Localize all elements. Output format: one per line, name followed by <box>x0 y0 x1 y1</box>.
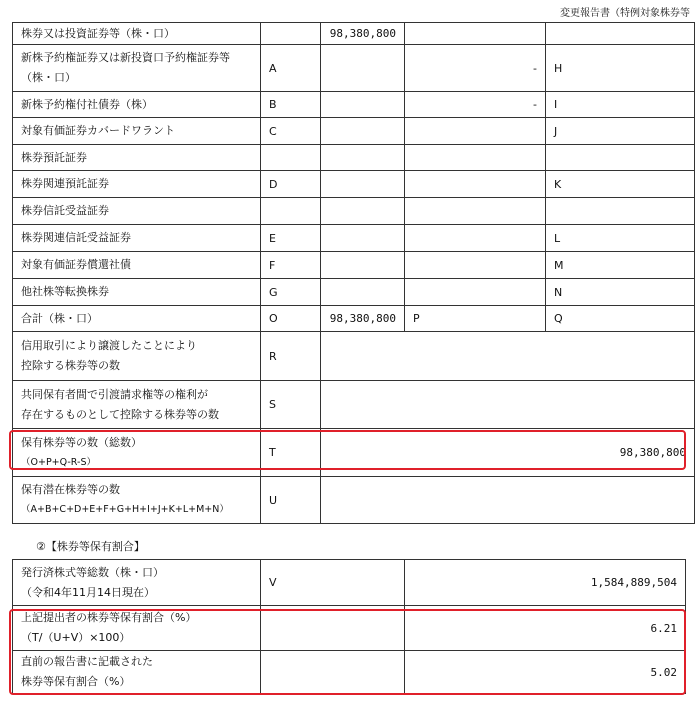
letter-cell-2: J <box>546 118 695 145</box>
section-title: ②【株券等保有割合】 <box>36 540 145 553</box>
row-label: 新株予約権付社債券（株） <box>13 92 261 118</box>
row-label-line2: （T/（U+V）×100） <box>21 631 131 644</box>
letter-cell: B <box>261 92 321 118</box>
value-cell <box>321 381 695 429</box>
row-label: 株券関連預託証券 <box>13 171 261 198</box>
row-label-line1: 発行済株式等総数（株・口） <box>21 565 164 579</box>
value-cell <box>321 45 405 92</box>
value-cell <box>321 198 405 225</box>
letter-cell-2: L <box>546 225 695 252</box>
letter-cell-2: N <box>546 279 695 306</box>
table-row <box>13 45 695 92</box>
value-cell-2 <box>405 252 546 279</box>
row-label: 合計（株・口） <box>13 306 261 332</box>
row-label-line2: （令和4年11月14日現在） <box>21 585 155 599</box>
table-row <box>13 145 695 171</box>
letter-cell: C <box>261 118 321 145</box>
letter-cell-2: M <box>546 252 695 279</box>
letter-cell-2 <box>546 198 695 225</box>
value-cell <box>321 171 405 198</box>
value-cell <box>321 332 695 381</box>
letter-cell: U <box>261 477 321 524</box>
row-label-line2: 株券等保有割合（%） <box>21 675 131 688</box>
row-label: 対象有価証券償還社債 <box>13 252 261 279</box>
row-label <box>13 45 261 92</box>
table-row <box>13 225 695 252</box>
letter-cell-2: Q <box>546 306 695 332</box>
value-cell <box>321 477 695 524</box>
row-label <box>13 560 261 606</box>
row-label: 株券信託受益証券 <box>13 198 261 225</box>
letter-cell-2: H <box>546 45 695 92</box>
value-cell: 5.02 <box>405 651 686 694</box>
table-row <box>13 381 695 429</box>
table-row <box>13 477 695 524</box>
row-label <box>13 332 261 381</box>
value-cell: 98,380,800 <box>321 23 405 45</box>
letter-cell: R <box>261 332 321 381</box>
value-cell-2: - <box>405 92 546 118</box>
value-cell: 98,380,800 <box>321 306 405 332</box>
row-label-line2: （株・口） <box>21 71 76 84</box>
value-cell <box>321 279 405 306</box>
row-label: 他社株等転換株券 <box>13 279 261 306</box>
row-label-line1: 保有潜在株券等の数 <box>21 483 120 496</box>
value-cell-2 <box>405 279 546 306</box>
letter-cell-2 <box>546 23 695 45</box>
row-label: 株券又は投資証券等（株・口） <box>13 23 261 45</box>
value-cell-2: - <box>405 45 546 92</box>
row-label: 株券関連信託受益証券 <box>13 225 261 252</box>
row-label: 対象有価証券カバードワラント <box>13 118 261 145</box>
letter-cell: G <box>261 279 321 306</box>
value-cell <box>321 225 405 252</box>
letter-cell <box>261 145 321 171</box>
row-label-line1: 新株予約権証券又は新投資口予約権証券等 <box>21 51 230 64</box>
letter-cell <box>261 23 321 45</box>
row-label-line2: （O+P+Q-R-S） <box>21 456 96 468</box>
row-label <box>13 477 261 524</box>
letter-cell: O <box>261 306 321 332</box>
table-row <box>13 332 695 381</box>
letter-cell-p: P <box>405 306 546 332</box>
letter-cell: S <box>261 381 321 429</box>
letter-cell <box>261 198 321 225</box>
letter-cell: V <box>261 560 405 606</box>
highlight-total-holdings <box>9 430 686 470</box>
table-row <box>13 560 686 606</box>
value-cell <box>321 92 405 118</box>
value-cell <box>321 118 405 145</box>
value-cell-2 <box>405 171 546 198</box>
row-label-line2: （A+B+C+D+E+F+G+H+I+J+K+L+M+N） <box>21 504 229 515</box>
value-cell-2 <box>405 198 546 225</box>
row-label-line1: 共同保有者間で引渡請求権等の権利が <box>21 387 208 401</box>
value-cell <box>321 145 405 171</box>
table-row <box>13 118 695 145</box>
row-label-line1: 保有株券等の数（総数） <box>21 435 142 449</box>
value-cell <box>321 252 405 279</box>
table-row <box>13 198 695 225</box>
table-row <box>13 252 695 279</box>
table-row <box>13 171 695 198</box>
document-header: 変更報告書（特例対象株券等 <box>560 8 690 19</box>
table-row <box>13 279 695 306</box>
row-label-line2: 存在するものとして控除する株券等の数 <box>21 407 219 421</box>
table-row-total <box>13 306 695 332</box>
value-cell: 6.21 <box>405 606 686 651</box>
letter-cell-2 <box>546 145 695 171</box>
letter-cell: A <box>261 45 321 92</box>
row-label-line2: 控除する株券等の数 <box>21 359 120 372</box>
row-label-line1: 上記提出者の株券等保有割合（%） <box>21 611 197 624</box>
letter-cell: T <box>261 429 321 477</box>
value-cell-2 <box>405 225 546 252</box>
value-cell-2 <box>405 23 546 45</box>
letter-cell: D <box>261 171 321 198</box>
row-label-line1: 信用取引により譲渡したことにより <box>21 339 197 352</box>
letter-cell-2: K <box>546 171 695 198</box>
table-row <box>13 23 695 45</box>
table-row <box>13 92 695 118</box>
value-cell: 1,584,889,504 <box>405 560 686 606</box>
value-cell-2 <box>405 145 546 171</box>
letter-cell: E <box>261 225 321 252</box>
highlight-holding-ratios <box>9 609 686 695</box>
value-cell: 98,380,800 <box>321 429 695 477</box>
letter-cell: F <box>261 252 321 279</box>
letter-cell-2: I <box>546 92 695 118</box>
value-cell-2 <box>405 118 546 145</box>
row-label <box>13 381 261 429</box>
row-label-line1: 直前の報告書に記載された <box>21 655 153 668</box>
row-label: 株券預託証券 <box>13 145 261 171</box>
